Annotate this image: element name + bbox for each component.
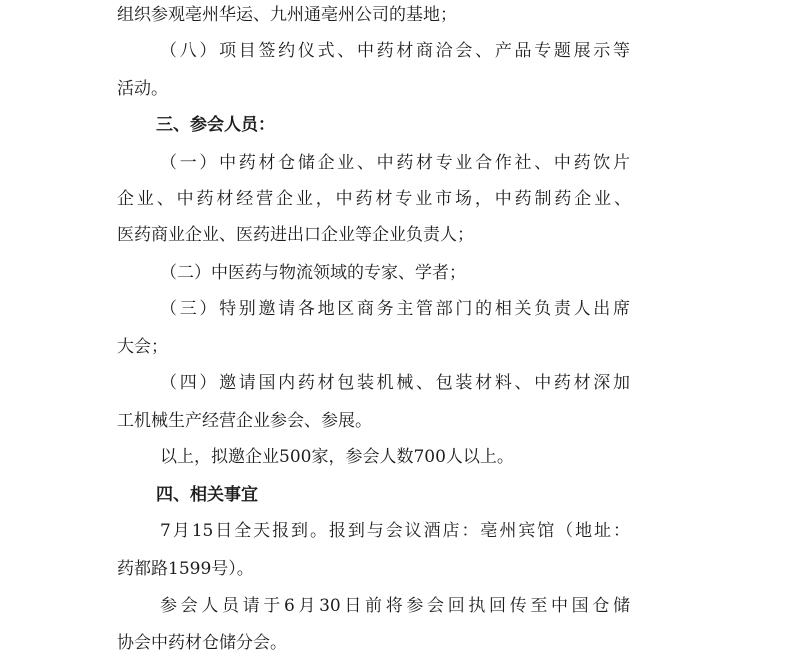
body-text-line: 7月15日全天报到。报到与会议酒店：亳州宾馆（地址： [160, 521, 630, 541]
body-text-line: 大会； [117, 337, 168, 357]
body-text-line: （八）项目签约仪式、中药材商洽会、产品专题展示等 [160, 41, 630, 61]
body-text-line: 工机械生产经营企业参会、参展。 [117, 411, 372, 431]
body-text-line: （二）中医药与物流领域的专家、学者； [160, 263, 466, 283]
body-text-line: 协会中药材仓储分会。 [117, 633, 287, 653]
body-text-line: 参会人员请于6月30日前将参会回执回传至中国仓储 [160, 596, 630, 616]
body-text-line: （四）邀请国内药材包装机械、包装材料、中药材深加 [160, 373, 630, 393]
body-text-line: 组织参观亳州华运、九州通亳州公司的基地； [117, 5, 457, 25]
body-text-line: 医药商业企业、医药进出口企业等企业负责人； [117, 225, 474, 245]
body-text-line: 企业、中药材经营企业，中药材专业市场，中药制药企业、 [117, 189, 631, 209]
body-text-line: 以上，拟邀企业500家，参会人数700人以上。 [160, 447, 514, 467]
body-text-line: （三）特别邀请各地区商务主管部门的相关负责人出席 [160, 299, 630, 319]
body-text-line: （一）中药材仓储企业、中药材专业合作社、中药饮片 [160, 153, 630, 173]
section-heading: 四、相关事宜 [156, 485, 258, 505]
body-text-line: 药都路1599号）。 [117, 559, 254, 579]
body-text-line: 活动。 [117, 79, 168, 99]
section-heading: 三、参会人员： [156, 115, 275, 135]
